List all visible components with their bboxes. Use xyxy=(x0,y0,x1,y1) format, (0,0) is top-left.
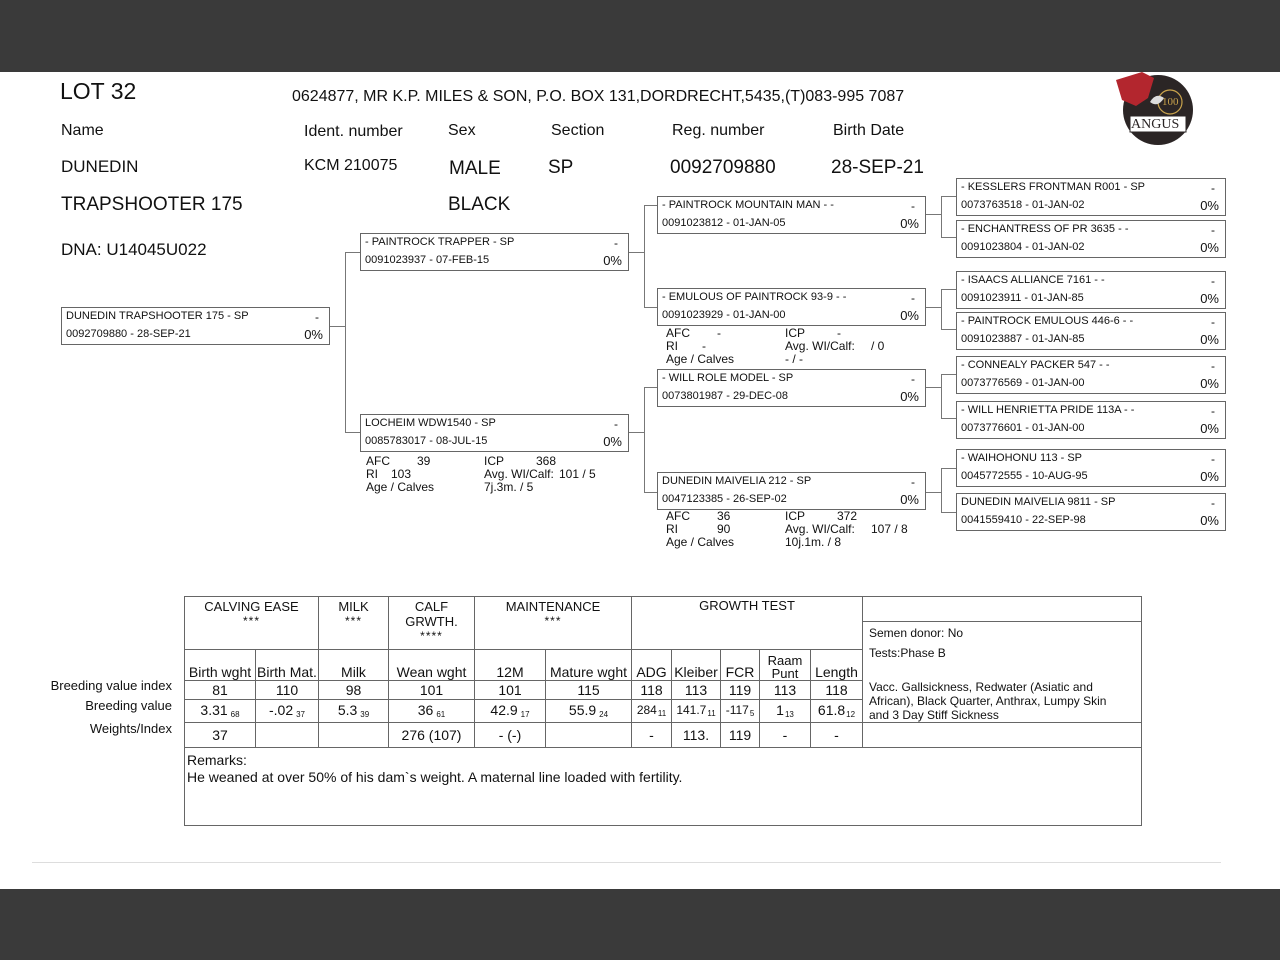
semen-donor: Semen donor: No xyxy=(869,626,964,640)
pedigree-gg4 xyxy=(956,312,1226,350)
pedigree-dam-dam xyxy=(657,472,926,510)
age-calves-label: Age / Calves xyxy=(666,352,735,366)
ri-label: RI xyxy=(666,339,678,353)
pedigree-dash: - xyxy=(1211,496,1215,510)
pedigree-title: - CONNEALY PACKER 547 - - xyxy=(961,359,1110,371)
pedigree-dash: - xyxy=(1211,359,1215,373)
group-maintenance xyxy=(475,597,632,650)
value-cell xyxy=(389,699,475,722)
age-calves-value: 7j.3m. / 5 xyxy=(484,480,534,494)
pedigree-dash: - xyxy=(1211,223,1215,237)
afc-value: 36 xyxy=(717,509,731,523)
pedigree-pct: 0% xyxy=(1200,513,1219,528)
vaccinations: Vacc. Gallsickness, Redwater (Asiatic and African), Black Quarter, Anthrax, Lumpy Skin and 3 Day Stiff Sickness xyxy=(869,680,1107,722)
index-cell: 98 xyxy=(319,681,389,700)
value: 42.9 xyxy=(490,702,518,719)
accuracy: 5 xyxy=(749,709,755,719)
value-cell xyxy=(475,699,546,722)
pedigree-reg: 0091023937 - 07-FEB-15 xyxy=(365,254,490,266)
pedigree-pct: 0% xyxy=(1200,198,1219,213)
pedigree-dash: - xyxy=(1211,274,1215,288)
wi-value: / 0 xyxy=(871,339,885,353)
group-growth: GROWTH TEST xyxy=(632,597,863,650)
pedigree-reg: 0091023887 - 01-JAN-85 xyxy=(961,333,1085,345)
value: 1 xyxy=(776,702,784,719)
pedigree-reg: 0041559410 - 22-SEP-98 xyxy=(961,514,1086,526)
pedigree-sire-sire xyxy=(657,196,926,234)
header-sex: Sex xyxy=(448,122,476,139)
pedigree-dash: - xyxy=(614,236,618,250)
value: -117 xyxy=(725,703,749,718)
footer-divider xyxy=(32,862,1221,863)
pedigree-title: DUNEDIN MAIVELIA 212 - SP xyxy=(662,475,812,487)
accuracy: 17 xyxy=(520,710,530,720)
weights-cell: - xyxy=(632,723,672,748)
pedigree-sire-dam xyxy=(657,288,926,326)
weights-cell: 119 xyxy=(721,723,760,748)
value: -.02 xyxy=(268,702,294,719)
angus-logo xyxy=(1112,72,1196,148)
age-calves-label: Age / Calves xyxy=(666,535,735,549)
header-section: Section xyxy=(551,122,605,139)
col-length: Length xyxy=(811,649,863,681)
value-cell xyxy=(256,699,319,722)
logo-text: ANGUS xyxy=(1131,117,1180,132)
pedigree-title: - PAINTROCK MOUNTAIN MAN - - xyxy=(662,199,834,211)
animal-dna: DNA: U14045U022 xyxy=(61,240,207,259)
row-label-weights: Weights/Index xyxy=(89,721,172,736)
pedigree-pct: 0% xyxy=(1200,332,1219,347)
pedigree-reg: 0073776569 - 01-JAN-00 xyxy=(961,377,1085,389)
weights-row xyxy=(185,723,1142,748)
weights-cell xyxy=(546,723,632,748)
ri-value: 90 xyxy=(717,522,731,536)
pedigree-pct: 0% xyxy=(900,308,919,323)
index-cell: 101 xyxy=(475,681,546,700)
wi-value: 107 / 8 xyxy=(871,522,908,536)
pedigree-title: - PAINTROCK TRAPPER - SP xyxy=(365,236,515,248)
wi-label: Avg. WI/Calf: xyxy=(484,467,554,481)
accuracy: 13 xyxy=(784,710,794,720)
value-cell xyxy=(185,699,256,722)
pedigree-dash: - xyxy=(1211,181,1215,195)
icp-value: 372 xyxy=(837,509,858,523)
lot-number: LOT 32 xyxy=(60,78,137,104)
accuracy: 61 xyxy=(436,710,446,720)
pedigree-pct: 0% xyxy=(304,327,323,342)
ri-value: - xyxy=(702,339,706,353)
group-milk-label: MILK xyxy=(338,599,369,614)
maintenance-stars: *** xyxy=(544,614,562,628)
col-mature-wght: Mature wght xyxy=(546,649,632,681)
pedigree-title: - ENCHANTRESS OF PR 3635 - - xyxy=(961,223,1129,235)
pedigree-reg: 0091023804 - 01-JAN-02 xyxy=(961,241,1085,253)
pedigree-reg: 0073776601 - 01-JAN-00 xyxy=(961,422,1085,434)
value-cell xyxy=(760,699,811,722)
pedigree-title: - WAIHOHONU 113 - SP xyxy=(961,452,1083,464)
col-wean-wght: Wean wght xyxy=(389,649,475,681)
pedigree-reg: 0073801987 - 29-DEC-08 xyxy=(662,390,788,402)
pedigree-pct: 0% xyxy=(1200,469,1219,484)
icp-value: - xyxy=(837,326,841,340)
pedigree-gg7 xyxy=(956,449,1226,487)
wi-label: Avg. WI/Calf: xyxy=(785,339,855,353)
value: 36 xyxy=(417,702,434,719)
animal-section: SP xyxy=(548,157,574,178)
group-milk xyxy=(319,597,389,650)
ri-label: RI xyxy=(666,522,678,536)
pedigree-reg: 0047123385 - 26-SEP-02 xyxy=(662,493,787,505)
calf-stars: **** xyxy=(420,629,443,643)
pedigree-gg3 xyxy=(956,271,1226,309)
remarks-text: He weaned at over 50% of his dam`s weight. A maternal line loaded with fertility. xyxy=(187,769,683,785)
index-cell: 81 xyxy=(185,681,256,700)
pedigree-dash: - xyxy=(911,372,915,386)
row-label-value: Breeding value xyxy=(85,698,172,713)
index-cell: 115 xyxy=(546,681,632,700)
pedigree-gg5 xyxy=(956,356,1226,394)
group-maintenance-label: MAINTENANCE xyxy=(505,599,601,614)
weights-cell: 276 (107) xyxy=(389,723,475,748)
value: 5.3 xyxy=(337,702,358,719)
ri-label: RI xyxy=(366,467,378,481)
pedigree-reg: 0045772555 - 10-AUG-95 xyxy=(961,470,1088,482)
accuracy: 11 xyxy=(707,709,716,719)
col-milk: Milk xyxy=(319,649,389,681)
remarks-cell xyxy=(185,748,1142,826)
pedigree-dash: - xyxy=(315,310,319,324)
pedigree-dash: - xyxy=(1211,315,1215,329)
index-cell: 119 xyxy=(721,681,760,700)
weights-cell: - xyxy=(760,723,811,748)
animal-reg: 0092709880 xyxy=(670,157,776,178)
pedigree-title: DUNEDIN MAIVELIA 9811 - SP xyxy=(961,496,1116,508)
icp-value: 368 xyxy=(536,454,557,468)
value: 61.8 xyxy=(817,702,846,719)
pedigree-pct: 0% xyxy=(1200,291,1219,306)
milk-stars: *** xyxy=(344,614,362,628)
animal-sex: MALE xyxy=(449,158,501,179)
pedigree-title: - WILL HENRIETTA PRIDE 113A - - xyxy=(961,404,1135,416)
pedigree-sire xyxy=(360,233,629,271)
pedigree-gg6 xyxy=(956,401,1226,439)
afc-label: AFC xyxy=(366,454,390,468)
value: 141.7 xyxy=(676,703,707,718)
weights-cell: 37 xyxy=(185,723,256,748)
pedigree-title: - ISAACS ALLIANCE 7161 - - xyxy=(961,274,1105,286)
logo-badge: 100 xyxy=(1162,96,1179,108)
weights-cell: - xyxy=(811,723,863,748)
breeding-value-table xyxy=(184,596,1142,826)
accuracy: 39 xyxy=(360,710,370,720)
icp-label: ICP xyxy=(484,454,505,468)
pedigree-reg: 0073763518 - 01-JAN-02 xyxy=(961,199,1085,211)
weights-cell: - (-) xyxy=(475,723,546,748)
age-calves-value: - / - xyxy=(785,352,803,366)
pedigree-gg2 xyxy=(956,220,1226,258)
value-cell xyxy=(721,699,760,722)
pedigree-pct: 0% xyxy=(1200,421,1219,436)
remarks-label: Remarks: xyxy=(187,752,247,768)
pedigree-pct: 0% xyxy=(603,434,622,449)
pedigree-pct: 0% xyxy=(1200,376,1219,391)
pedigree-dam xyxy=(360,414,629,452)
header-reg: Reg. number xyxy=(672,122,765,139)
value: 55.9 xyxy=(568,702,597,719)
index-cell: 113 xyxy=(760,681,811,700)
col-fcr: FCR xyxy=(721,649,760,681)
pedigree-gg1 xyxy=(956,178,1226,216)
age-calves-label: Age / Calves xyxy=(366,480,435,494)
pedigree-reg: 0085783017 - 08-JUL-15 xyxy=(365,435,488,447)
value: 3.31 xyxy=(200,702,228,719)
icp-label: ICP xyxy=(785,326,806,340)
pedigree-dash: - xyxy=(911,475,915,489)
value-cell xyxy=(546,699,632,722)
tests: Tests:Phase B xyxy=(869,646,946,660)
weights-side-cell xyxy=(863,723,1142,748)
value: 284 xyxy=(636,703,657,718)
icp-label: ICP xyxy=(785,509,806,523)
remarks-row xyxy=(185,748,1142,826)
index-cell: 118 xyxy=(632,681,672,700)
animal-color: BLACK xyxy=(448,194,511,215)
pedigree-reg: 0091023911 - 01-JAN-85 xyxy=(961,292,1084,304)
pedigree-dash: - xyxy=(1211,404,1215,418)
animal-birth: 28-SEP-21 xyxy=(831,157,924,178)
calving-stars: *** xyxy=(242,614,260,628)
group-calving xyxy=(185,597,319,650)
animal-name-line2: TRAPSHOOTER 175 xyxy=(61,194,243,215)
afc-value: 39 xyxy=(417,454,431,468)
header-birth: Birth Date xyxy=(833,122,905,139)
pedigree-title: LOCHEIM WDW1540 - SP xyxy=(365,417,496,429)
side-notes xyxy=(863,597,1142,723)
index-cell: 113 xyxy=(672,681,721,700)
afc-label: AFC xyxy=(666,509,690,523)
afc-label: AFC xyxy=(666,326,690,340)
weights-cell: 113. xyxy=(672,723,721,748)
index-cell: 110 xyxy=(256,681,319,700)
col-raam-punt: Raam Punt xyxy=(760,649,811,681)
accuracy: 12 xyxy=(846,710,856,720)
pedigree-reg: 0091023812 - 01-JAN-05 xyxy=(662,217,786,229)
weights-cell xyxy=(319,723,389,748)
pedigree-reg: 0092709880 - 28-SEP-21 xyxy=(66,328,191,340)
accuracy: 37 xyxy=(296,710,306,720)
pedigree-dam-sire xyxy=(657,369,926,407)
pedigree-pct: 0% xyxy=(1200,240,1219,255)
accuracy: 24 xyxy=(599,710,609,720)
pedigree-title: - EMULOUS OF PAINTROCK 93-9 - - xyxy=(662,291,847,303)
wi-value: 101 / 5 xyxy=(559,467,596,481)
pedigree-dash: - xyxy=(911,199,915,213)
pedigree-title: - KESSLERS FRONTMAN R001 - SP xyxy=(961,181,1145,193)
col-adg: ADG xyxy=(632,649,672,681)
group-calving-label: CALVING EASE xyxy=(204,599,299,614)
col-12m: 12M xyxy=(475,649,546,681)
catalog-page xyxy=(0,72,1280,889)
col-birth-mat: Birth Mat. xyxy=(256,649,319,681)
pedigree-self xyxy=(61,307,330,345)
col-birth-wght: Birth wght xyxy=(185,649,256,681)
group-calf-label: CALF GRWTH. xyxy=(405,599,458,629)
pedigree-pct: 0% xyxy=(900,216,919,231)
index-cell: 118 xyxy=(811,681,863,700)
col-kleiber: Kleiber xyxy=(672,649,721,681)
animal-name-line1: DUNEDIN xyxy=(61,157,139,176)
pedigree-title: - WILL ROLE MODEL - SP xyxy=(662,372,794,384)
index-cell: 101 xyxy=(389,681,475,700)
pedigree-dash: - xyxy=(1211,452,1215,466)
age-calves-value: 10j.1m. / 8 xyxy=(785,535,842,549)
value-cell xyxy=(672,699,721,722)
pedigree-dash: - xyxy=(614,417,618,431)
accuracy: 11 xyxy=(657,709,667,719)
header-ident: Ident. number xyxy=(304,123,403,140)
animal-ident: KCM 210075 xyxy=(304,157,398,174)
group-calf xyxy=(389,597,475,650)
pedigree-pct: 0% xyxy=(603,253,622,268)
pedigree-gg8 xyxy=(956,493,1226,531)
row-label-index: Breeding value index xyxy=(50,678,172,693)
pedigree-pct: 0% xyxy=(900,389,919,404)
pedigree-pct: 0% xyxy=(900,492,919,507)
afc-value: - xyxy=(717,326,721,340)
pedigree-title: DUNEDIN TRAPSHOOTER 175 - SP xyxy=(66,310,249,322)
breeder-info: 0624877, MR K.P. MILES & SON, P.O. BOX 131,DORDRECHT,5435,(T)083-995 7087 xyxy=(292,88,905,105)
header-name: Name xyxy=(61,122,104,139)
value-cell xyxy=(811,699,863,722)
pedigree-reg: 0091023929 - 01-JAN-00 xyxy=(662,309,786,321)
value-cell xyxy=(632,699,672,722)
ri-value: 103 xyxy=(391,467,412,481)
pedigree-title: - PAINTROCK EMULOUS 446-6 - - xyxy=(961,315,1134,327)
value-cell xyxy=(319,699,389,722)
pedigree-dash: - xyxy=(911,291,915,305)
weights-cell xyxy=(256,723,319,748)
accuracy: 68 xyxy=(230,710,240,720)
wi-label: Avg. WI/Calf: xyxy=(785,522,855,536)
